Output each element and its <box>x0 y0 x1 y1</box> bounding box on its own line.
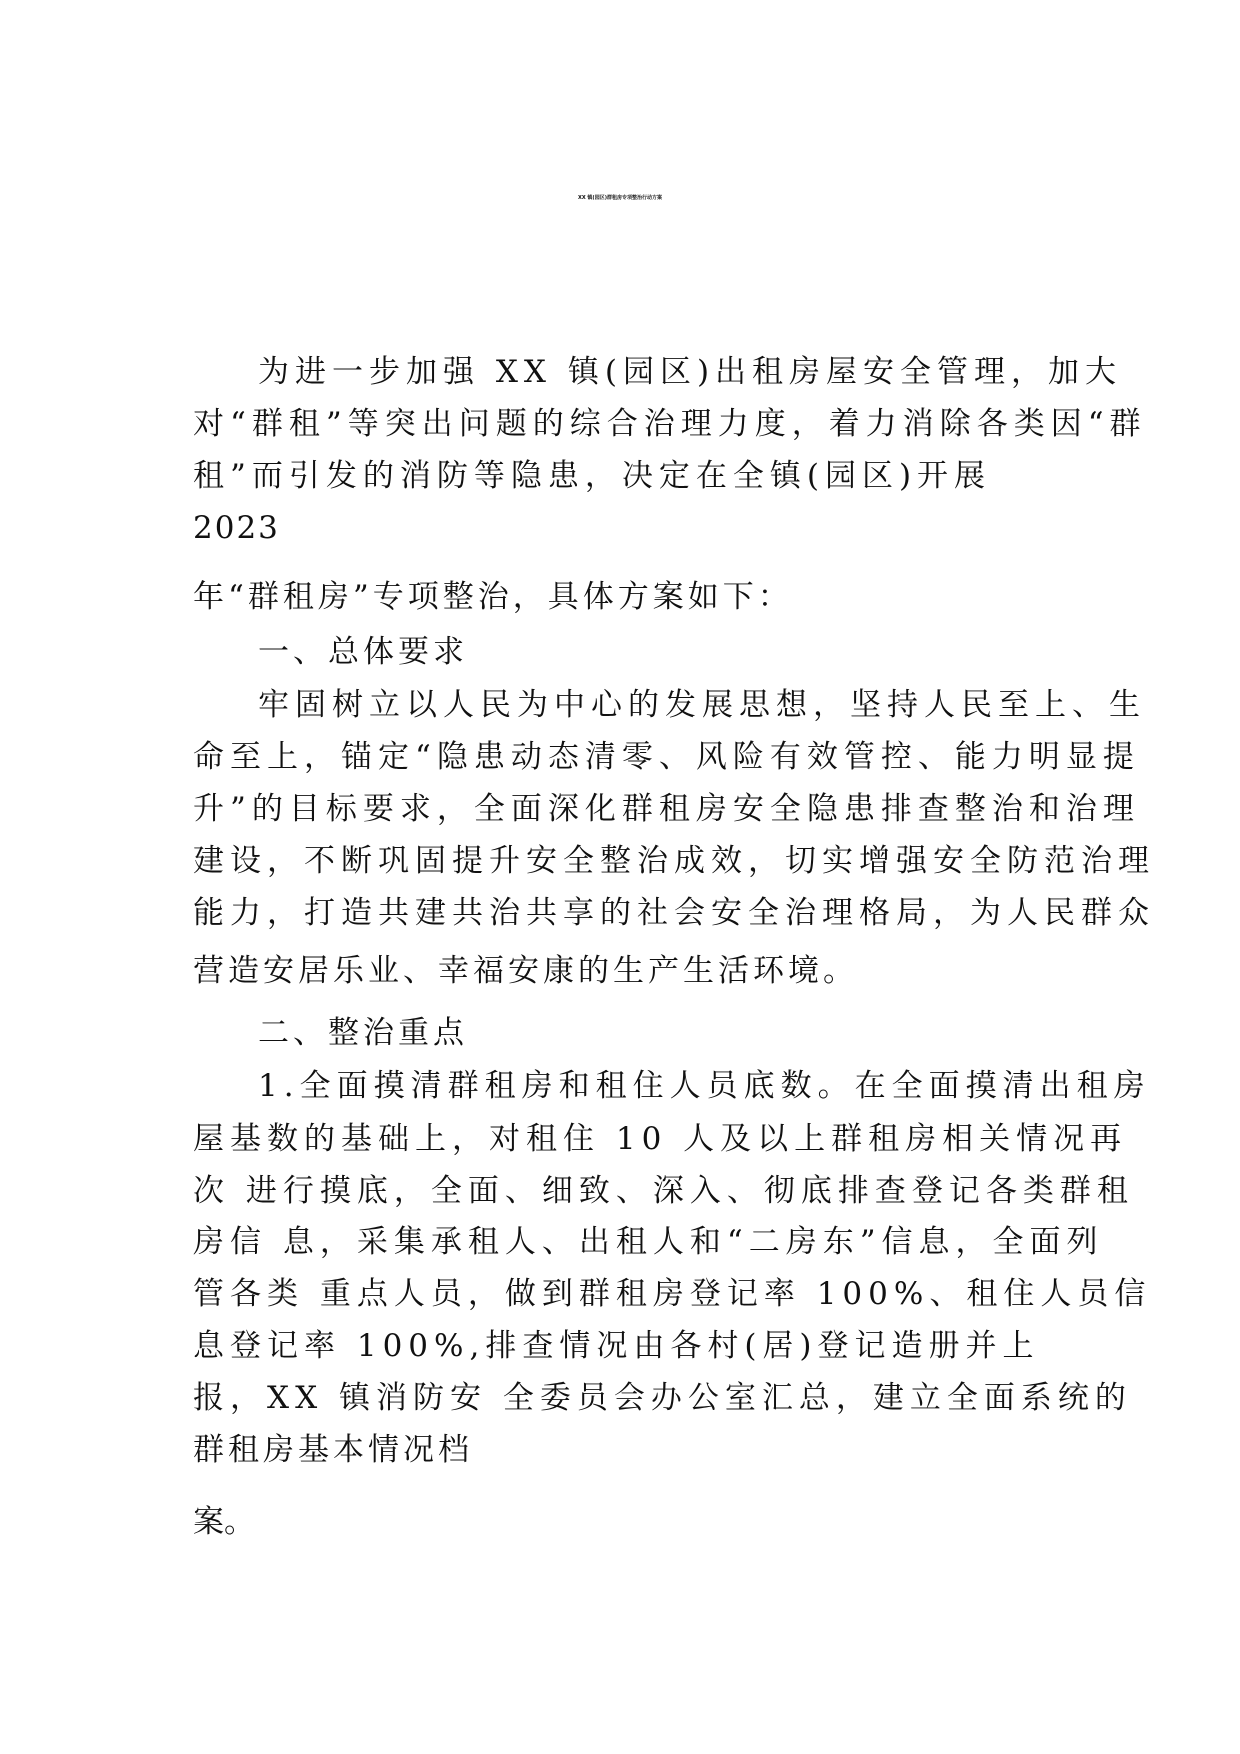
section-heading: 一、总体要求 <box>258 634 468 670</box>
paragraph-line: 息登记率 100%,排查情况由各村(居)登记造册并上 <box>193 1328 1040 1364</box>
paragraph-line: 年“群租房”专项整治，具体方案如下： <box>193 579 793 615</box>
paragraph-line: 营造安居乐业、幸福安康的生产生活环境。 <box>193 953 858 989</box>
paragraph-line: 能力，打造共建共治共享的社会安全治理格局，为人民群众 <box>193 895 1155 931</box>
paragraph-line: 房信 息，采集承租人、出租人和“二房东”信息，全面列 <box>193 1224 1104 1260</box>
paragraph-line: 群租房基本情况档 <box>193 1432 473 1468</box>
paragraph-line: 为进一步加强 XX 镇(园区)出租房屋安全管理，加大 <box>258 354 1123 390</box>
document-title: XX 镇(园区)群租房专项整治行动方案 <box>577 195 663 201</box>
paragraph-line: 管各类 重点人员，做到群租房登记率 100%、租住人员信 <box>193 1276 1152 1312</box>
section-heading: 二、整治重点 <box>258 1015 468 1051</box>
paragraph-line: 升”的目标要求，全面深化群租房安全隐患排查整治和治理 <box>193 791 1140 827</box>
paragraph-line: 牢固树立以人民为中心的发展思想，坚持人民至上、生 <box>258 687 1146 723</box>
paragraph-line: 命至上，锚定“隐患动态清零、风险有效管控、能力明显提 <box>193 739 1140 775</box>
paragraph-line: 屋基数的基础上，对租住 10 人及以上群租房相关情况再 <box>193 1121 1128 1157</box>
paragraph-line: 2023 <box>193 510 280 546</box>
paragraph-line: 对“群租”等突出问题的综合治理力度，着力消除各类因“群 <box>193 406 1147 442</box>
paragraph-line: 报，XX 镇消防安 全委员会办公室汇总，建立全面系统的 <box>193 1380 1132 1416</box>
paragraph-line: 1.全面摸清群租房和租住人员底数。在全面摸清出租房 <box>258 1068 1151 1104</box>
paragraph-line: 次 进行摸底，全面、细致、深入、彻底排查登记各类群租 <box>193 1173 1134 1209</box>
paragraph-line: 案。 <box>193 1504 255 1540</box>
paragraph-line: 建设，不断巩固提升安全整治成效，切实增强安全防范治理 <box>193 843 1155 879</box>
paragraph-line: 租”而引发的消防等隐患，决定在全镇(园区)开展 <box>193 458 992 494</box>
